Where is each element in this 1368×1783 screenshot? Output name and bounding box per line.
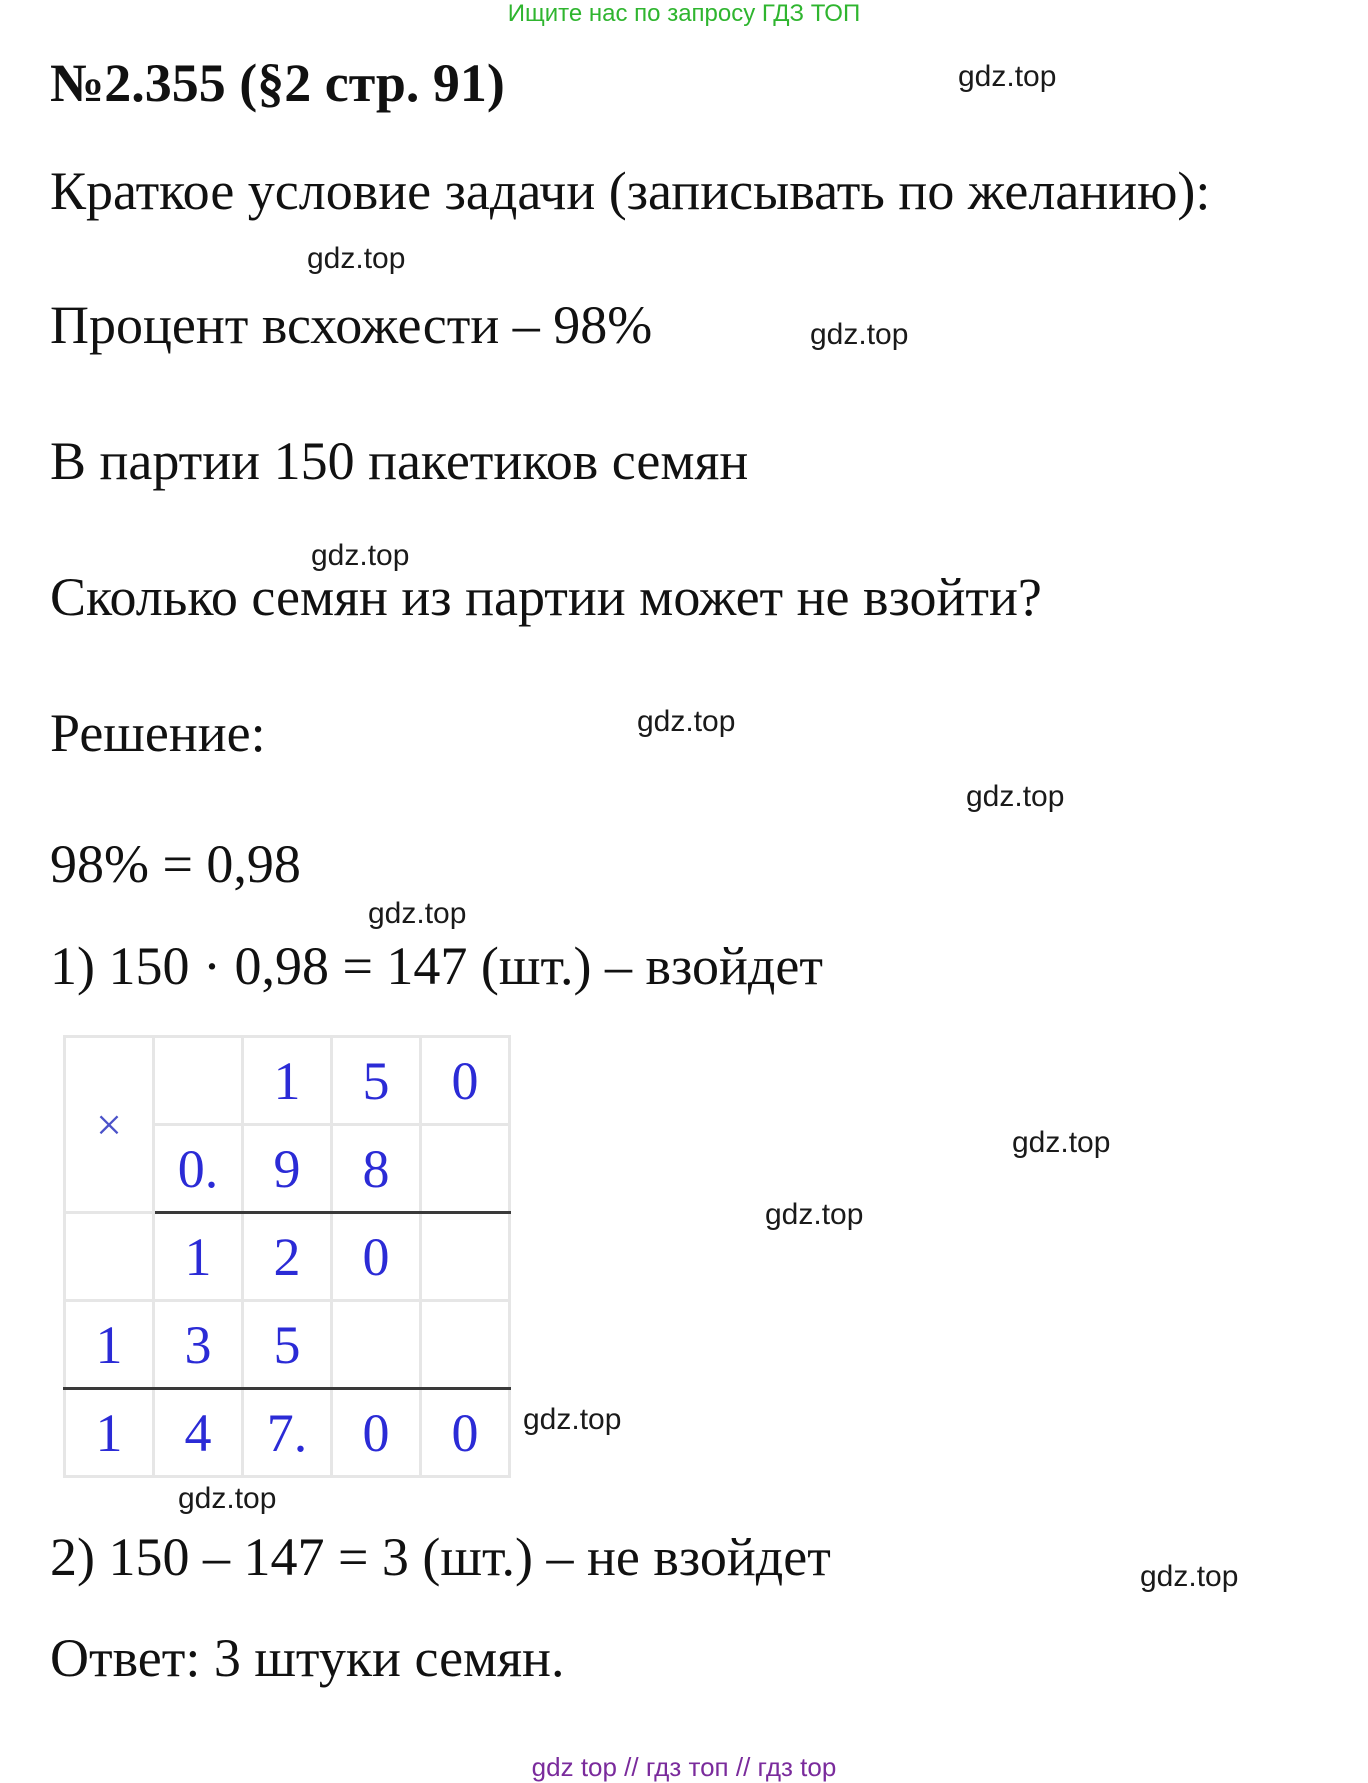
watermark: gdz.top [966,780,1065,813]
step-1: 1) 150 · 0,98 = 147 (шт.) – взойдет [50,936,823,996]
calc-cell: 4 [154,1389,243,1477]
watermark: gdz.top [311,539,410,572]
condition-header: Краткое условие задачи (записывать по желанию): [50,161,1211,221]
calc-cell [154,1037,243,1125]
watermark: gdz.top [1012,1126,1111,1159]
watermark: gdz.top [637,705,736,738]
calc-cell [65,1213,154,1301]
solution-label: Решение: [50,703,266,763]
calc-cell: 1 [243,1037,332,1125]
calc-cell [421,1213,510,1301]
calc-row-5 [65,1389,510,1477]
calc-cell: 1 [65,1389,154,1477]
watermark: gdz.top [810,318,909,351]
calc-cell: 0 [421,1389,510,1477]
batch-size: В партии 150 пакетиков семян [50,431,749,491]
calc-cell: 0 [332,1213,421,1301]
watermark: gdz.top [523,1403,622,1436]
germination-percent: Процент всхожести – 98% [50,295,653,355]
multiplication-table [63,1035,511,1478]
question: Сколько семян из партии может не взойти? [50,567,1042,627]
calc-row-3 [65,1213,510,1301]
watermark: gdz.top [765,1198,864,1231]
multiply-sign: × [65,1037,154,1213]
calc-cell: 8 [332,1125,421,1213]
calc-cell: 5 [243,1301,332,1389]
watermark: gdz.top [307,242,406,275]
search-banner[interactable]: Ищите нас по запросу ГДЗ ТОП [507,0,861,27]
calc-cell: 3 [154,1301,243,1389]
footer-links[interactable]: gdz top // гдз топ // гдз top [531,1752,837,1782]
calc-row-1 [65,1037,510,1125]
watermark: gdz.top [1140,1560,1239,1593]
percent-conversion: 98% = 0,98 [50,834,301,894]
step-2: 2) 150 – 147 = 3 (шт.) – не взойдет [50,1527,831,1587]
calc-cell: 2 [243,1213,332,1301]
calc-cell: 0 [421,1037,510,1125]
calc-cell [421,1301,510,1389]
calc-cell: 5 [332,1037,421,1125]
calc-cell: 1 [65,1301,154,1389]
calc-cell: 0. [154,1125,243,1213]
calc-cell: 0 [332,1389,421,1477]
calc-cell: 9 [243,1125,332,1213]
watermark: gdz.top [178,1482,277,1515]
watermark: gdz.top [368,897,467,930]
task-title: №2.355 (§2 стр. 91) [50,53,505,113]
answer: Ответ: 3 штуки семян. [50,1628,565,1688]
watermark: gdz.top [958,60,1057,93]
calc-cell: 7. [243,1389,332,1477]
calc-cell [421,1125,510,1213]
calc-cell: 1 [154,1213,243,1301]
calc-row-4 [65,1301,510,1389]
calc-cell [332,1301,421,1389]
